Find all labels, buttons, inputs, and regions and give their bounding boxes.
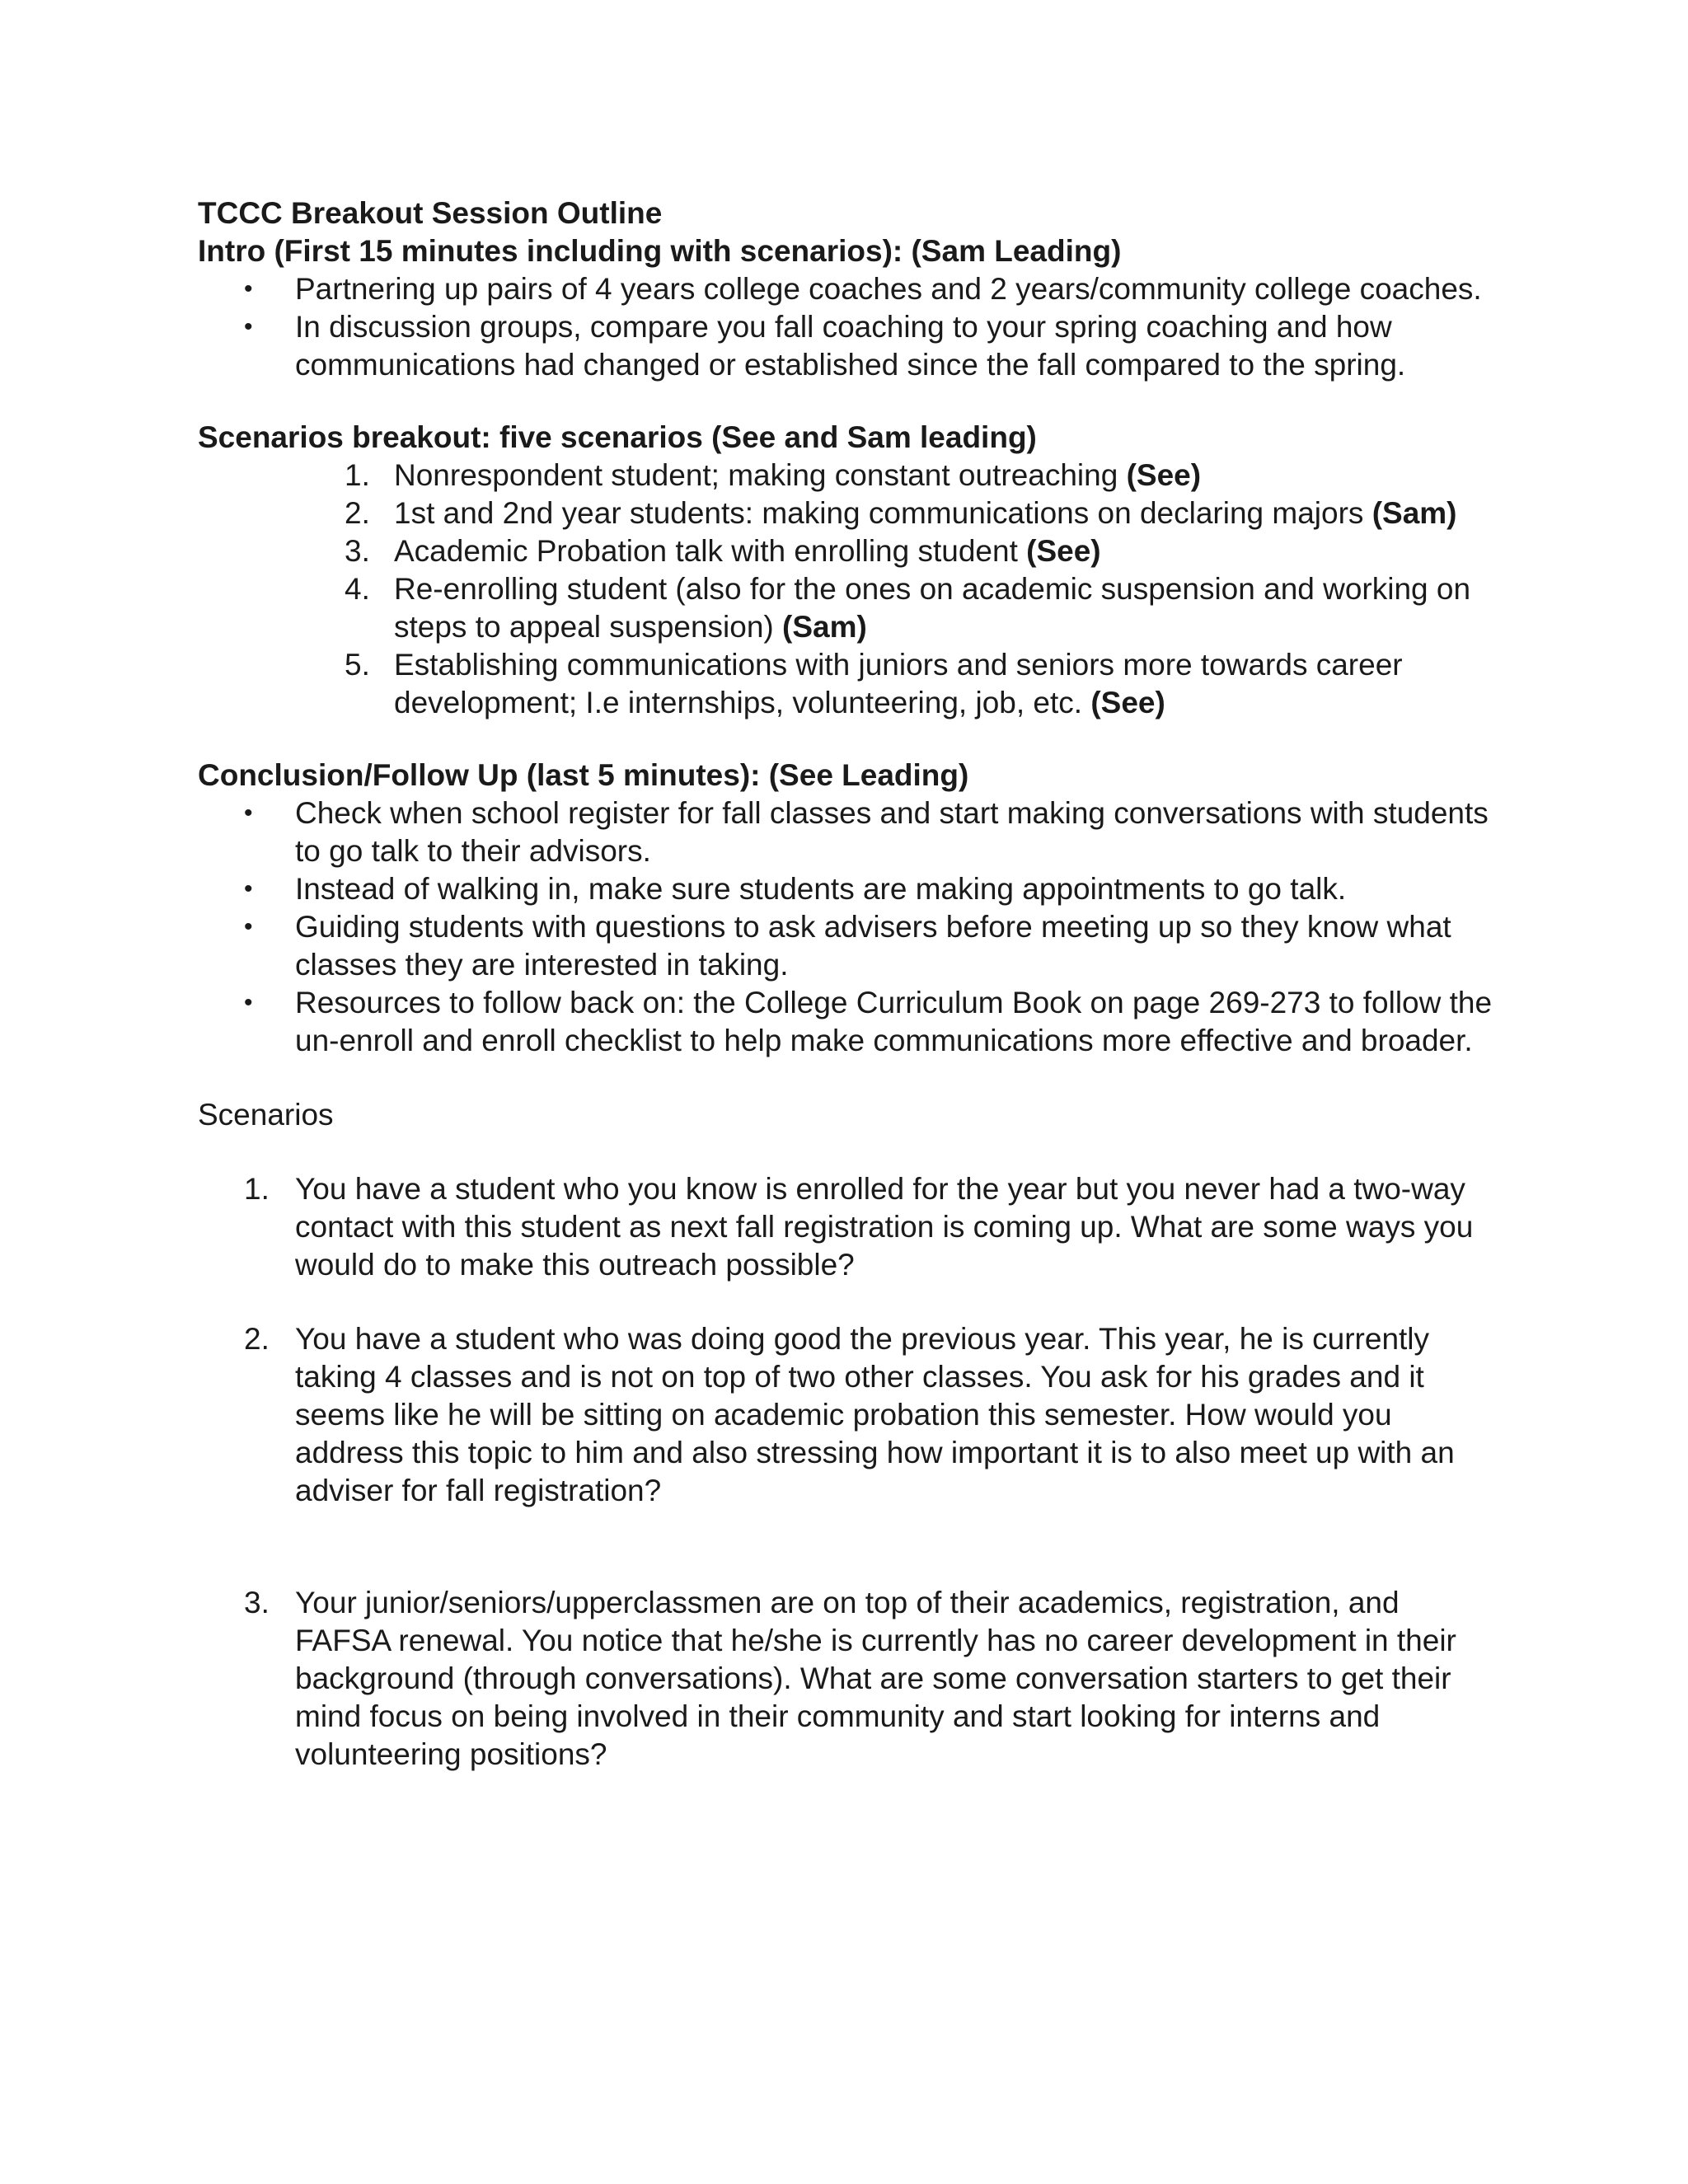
- bullet-icon: •: [244, 989, 253, 1016]
- list-item: • In discussion groups, compare you fall coaching to your spring coaching and how communications had changed or established since the fall compared to the spring.: [244, 310, 1406, 382]
- intro-heading: Intro (First 15 minutes including with scenarios): (Sam Leading): [198, 234, 1122, 268]
- document-body: [198, 194, 1500, 1774]
- list-item: 3. Your junior/seniors/upperclassmen are on top of their academics, registration, and FAFSA renewal. You notice that he/she is currently has no career development in their background (through conversations). What are some conversation starters to get their mind focus on being involved in their community and start looking for interns and volunteering positions?: [244, 1586, 1456, 1771]
- leader-label: (Sam): [782, 610, 867, 644]
- spacer: [198, 1510, 1500, 1584]
- leader-label: (See): [1090, 686, 1165, 719]
- list-item: 1. You have a student who you know is enrolled for the year but you never had a two-way contact with this student as next fall registration is coming up. What are some ways you would do to make this outreach possible?: [244, 1172, 1474, 1282]
- scenarios-heading: Scenarios: [198, 1098, 334, 1132]
- list-item: • Partnering up pairs of 4 years college coaches and 2 years/community college coaches.: [198, 270, 1500, 308]
- scenarios-numbered-list: [198, 1170, 1500, 1774]
- list-item: • Guiding students with questions to ask advisers before meeting up so they know what classes they are interested in taking.: [244, 910, 1451, 982]
- bullet-icon: •: [244, 275, 253, 302]
- bullet-icon: •: [244, 913, 253, 940]
- leader-label: (See): [1026, 534, 1101, 568]
- breakout-numbered-list: [198, 457, 1500, 722]
- bullet-icon: •: [244, 313, 253, 340]
- list-item: 4. Re-enrolling student (also for the ones on academic suspension and working on steps to appeal suspension) (Sam): [345, 572, 1471, 644]
- leader-label: (See): [1126, 458, 1202, 492]
- list-item: • Instead of walking in, make sure students are making appointments to go talk.: [198, 870, 1500, 908]
- bullet-icon: •: [244, 799, 253, 827]
- bullet-icon: •: [244, 875, 253, 902]
- list-item: 1. Nonrespondent student; making constant outreaching (See): [345, 458, 1202, 492]
- list-item: 2. 1st and 2nd year students: making communications on declaring majors (Sam): [345, 496, 1457, 530]
- conclusion-bullet-list: [198, 794, 1500, 1060]
- conclusion-heading: Conclusion/Follow Up (last 5 minutes): (See Leading): [198, 758, 969, 792]
- list-item: • Resources to follow back on: the College Curriculum Book on page 269-273 to follow the un-enroll and enroll checklist to help make communications more effective and broader.: [244, 986, 1493, 1057]
- document-title: TCCC Breakout Session Outline: [198, 196, 663, 230]
- intro-bullet-list: [198, 270, 1500, 384]
- list-item: 3. Academic Probation talk with enrolling student (See): [345, 534, 1101, 568]
- list-item: 2. You have a student who was doing good the previous year. This year, he is currently taking 4 classes and is not on top of two other classes. You ask for his grades and it seems like he will be sitting on academic probation this semester. How would you address this topic to him and also stressing how important it is to also meet up with an adviser for fall registration?: [244, 1322, 1455, 1507]
- breakout-heading: Scenarios breakout: five scenarios (See and Sam leading): [198, 420, 1037, 454]
- list-item: 5. Establishing communications with juniors and seniors more towards career development; I.e internships, volunteering, job, etc. (See): [345, 648, 1403, 719]
- spacer: [198, 1284, 1500, 1320]
- leader-label: (Sam): [1372, 496, 1457, 530]
- list-item: • Check when school register for fall classes and start making conversations with students to go talk to their advisors.: [244, 796, 1489, 868]
